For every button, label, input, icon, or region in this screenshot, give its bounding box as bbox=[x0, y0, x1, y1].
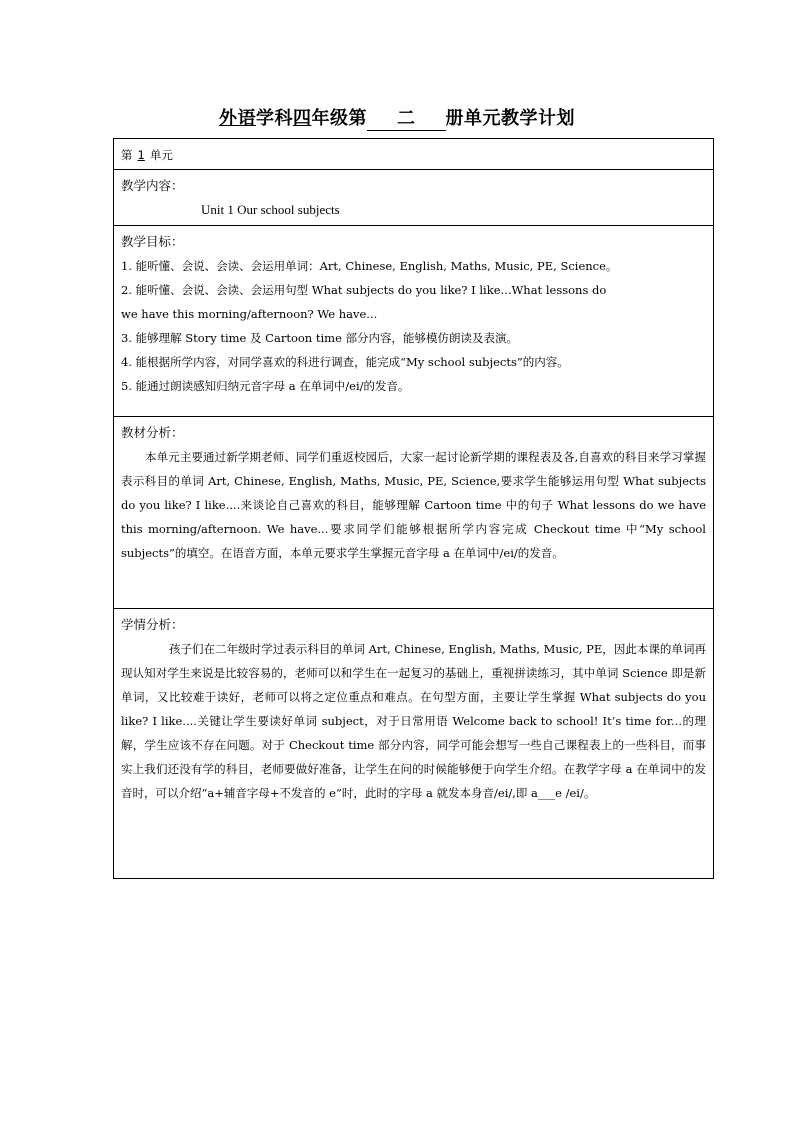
document-title bbox=[0, 104, 794, 131]
subject-field: 外语 bbox=[219, 108, 256, 129]
objective-line: 4. 能根据所学内容，对同学喜欢的科进行调查，能完成“My school subjects”的内容。 bbox=[121, 355, 569, 369]
students-row bbox=[114, 609, 714, 879]
students-text: 孩子们在二年级时学过表示科目的单词 Art, Chinese, English, Maths, Music, PE，因此本课的单词再现认知对学生来说是比较容易的，老师可以和学生在一起复习的基础上，重视拼读练习，其中单词 Science 即是新单词，又比较难于读好，老师可以将之定位重点和难点。在句型方面，主要让学生掌握 What subjects do you like? I like....关键让学生要读好单词 subject，对于日常用语 Welcome back to school! It’s time for...的理解，学生应该不存在问题。对于 Checkout time 部分内容，同学可能会想写一些自己课程表上的一些科目，而事实上我们还没有学的科目，老师要做好准备，让学生在问的时候能够便于向学生介绍。在教学字母 a 在单词中的发音时，可以介绍“a+辅音字母+不发音的 e”时，此时的字母 a 就发本身音/ei/,即 a___e /ei/。 bbox=[121, 642, 706, 800]
plan-table bbox=[113, 138, 714, 879]
unit-number: 1 bbox=[137, 148, 145, 162]
volume-suffix: 册单元教学计划 bbox=[445, 108, 575, 129]
objectives-label: 教学目标： bbox=[121, 234, 184, 249]
grade-suffix: 年级第 bbox=[311, 108, 367, 129]
material-label: 教材分析： bbox=[121, 425, 184, 440]
unit-prefix: 第 bbox=[121, 148, 133, 162]
objective-line: 1. 能听懂、会说、会读、会运用单词：Art, Chinese, English, Maths, Music, PE, Science。 bbox=[121, 259, 618, 273]
material-text: 本单元主要通过新学期老师、同学们重返校园后，大家一起讨论新学期的课程表及各,自喜欢的科目来学习掌握表示科目的单词 Art, Chinese, English, Maths, Music, PE, Science,要求学生能够运用句型 What subjects do you like? I like....来谈论自己喜欢的科目，能够理解 Cartoon time 中的句子 What lessons do we have this morning/afternoon. We have...要求同学们能够根据所学内容完成 Checkout time 中“My school subjects”的填空。在语音方面，本单元要求学生掌握元音字母 a 在单词中/ei/的发音。 bbox=[121, 450, 706, 560]
objective-line: we have this morning/afternoon? We have... bbox=[121, 307, 378, 321]
unit-row bbox=[114, 139, 714, 170]
objective-line: 3. 能够理解 Story time 及 Cartoon time 部分内容，能够模仿朗读及表演。 bbox=[121, 331, 519, 345]
students-label: 学情分析： bbox=[121, 617, 184, 632]
objectives-row bbox=[114, 226, 714, 417]
objective-line: 2. 能听懂、会说、会读、会运用句型 What subjects do you like? I like...What lessons do bbox=[121, 283, 607, 297]
grade-field: 四 bbox=[293, 108, 312, 129]
material-row bbox=[114, 417, 714, 609]
subject-suffix: 学科 bbox=[256, 108, 293, 129]
content-label: 教学内容： bbox=[121, 178, 184, 193]
objective-line: 5. 能通过朗读感知归纳元音字母 a 在单词中/ei/的发音。 bbox=[121, 379, 410, 393]
volume-field: 二 bbox=[367, 104, 446, 131]
content-text: Unit 1 Our school subjects bbox=[201, 202, 340, 217]
content-row bbox=[114, 170, 714, 226]
unit-suffix: 单元 bbox=[149, 148, 173, 162]
